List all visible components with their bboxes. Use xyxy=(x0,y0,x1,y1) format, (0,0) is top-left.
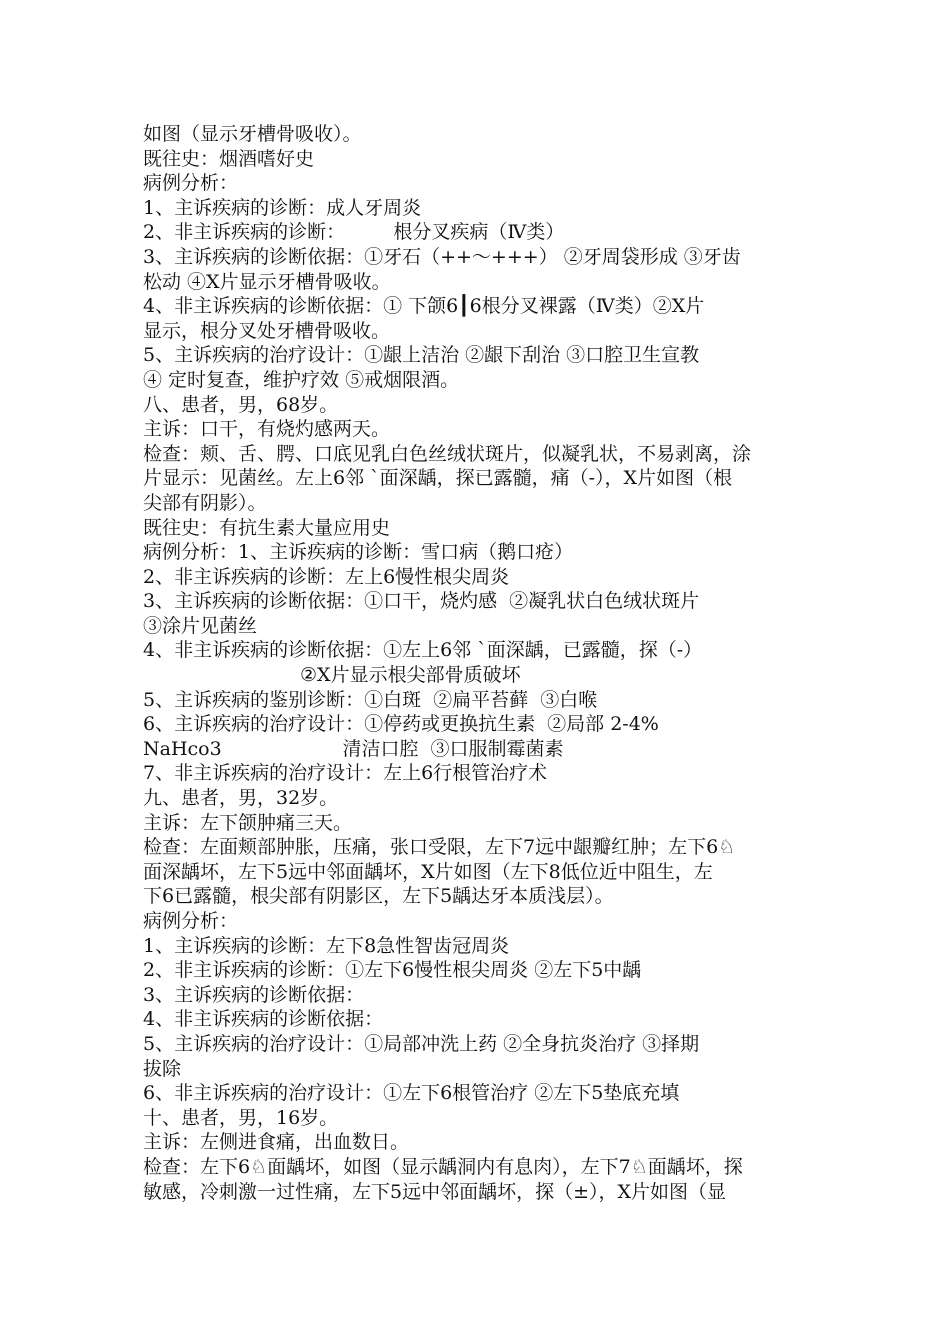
text-line: 5、主诉疾病的治疗设计：①龈上洁治 ②龈下刮治 ③口腔卫生宣教 xyxy=(143,344,700,367)
text-line: 下6已露髓，根尖部有阴影区，左下5龋达牙本质浅层）。 xyxy=(143,885,614,908)
text-line: 既往史：有抗生素大量应用史 xyxy=(143,516,391,539)
text-line: 检查：左面颊部肿胀，压痛，张口受限，左下7远中龈瓣红肿；左下6♘ xyxy=(143,836,736,859)
text-line: 主诉：口干，有烧灼感两天。 xyxy=(143,418,391,441)
text-line: 2、非主诉疾病的诊断：①左下6慢性根尖周炎 ②左下5中龋 xyxy=(143,959,642,982)
text-line: ②X片显示根尖部骨质破坏 xyxy=(143,664,521,687)
text-line: 松动 ④X片显示牙槽骨吸收。 xyxy=(143,270,391,293)
text-line: 病例分析：1、主诉疾病的诊断：雪口病（鹅口疮） xyxy=(143,541,574,564)
text-line: 拔除 xyxy=(143,1057,182,1080)
text-line: 6、主诉疾病的治疗设计：①停药或更换抗生素 ②局部 2-4% xyxy=(143,713,659,736)
text-line: 如图（显示牙槽骨吸收）。 xyxy=(143,123,362,145)
text-line: 主诉：左侧进食痛，出血数日。 xyxy=(143,1131,410,1154)
text-line: 6、非主诉疾病的治疗设计：①左下6根管治疗 ②左下5垫底充填 xyxy=(143,1082,680,1105)
text-line: 主诉：左下颌肿痛三天。 xyxy=(143,811,353,834)
text-line: 5、主诉疾病的鉴别诊断：①白斑 ②扁平苔藓 ③白喉 xyxy=(143,688,598,711)
text-line: 既往史：烟酒嗜好史 xyxy=(143,147,315,170)
text-line: 九、患者，男，32岁。 xyxy=(143,787,339,810)
text-line: 检查：颊、舌、腭、口底见乳白色丝绒状斑片，似凝乳状，不易剥离，涂 xyxy=(143,442,752,465)
text-line: 4、非主诉疾病的诊断依据： xyxy=(143,1008,384,1031)
text-line: NaHco3 清洁口腔 ③口服制霉菌素 xyxy=(143,737,564,760)
text-line: 3、主诉疾病的诊断依据：①牙石（++～+++） ②牙周袋形成 ③牙齿 xyxy=(143,245,741,268)
text-line: ③涂片见菌丝 xyxy=(143,614,258,637)
text-line: 病例分析： xyxy=(143,172,239,195)
document-body xyxy=(143,122,815,1204)
text-line: 显示，根分叉处牙槽骨吸收。 xyxy=(143,319,391,342)
text-line: 尖部有阴影）。 xyxy=(143,491,267,514)
text-line: 病例分析： xyxy=(143,910,239,932)
text-line: 5、主诉疾病的治疗设计：①局部冲洗上药 ②全身抗炎治疗 ③择期 xyxy=(143,1032,700,1055)
text-line: 7、非主诉疾病的治疗设计：左上6行根管治疗术 xyxy=(143,762,548,785)
text-line: 4、非主诉疾病的诊断依据：① 下颌6┃6根分叉裸露（Ⅳ类）②X片 xyxy=(143,295,705,318)
text-line: 敏感，冷刺激一过性痛，左下5远中邻面龋坏，探（±），X片如图（显 xyxy=(143,1180,727,1203)
text-line: 4、非主诉疾病的诊断依据：①左上6邻 `面深龋，已露髓，探（-） xyxy=(143,639,703,662)
text-line: 十、患者，男，16岁。 xyxy=(143,1106,339,1129)
text-line: 2、非主诉疾病的诊断： 根分叉疾病（Ⅳ类） xyxy=(143,221,565,244)
text-line: 3、主诉疾病的诊断依据：①口干，烧灼感 ②凝乳状白色绒状斑片 xyxy=(143,590,700,613)
text-line: 2、非主诉疾病的诊断：左上6慢性根尖周炎 xyxy=(143,565,510,588)
text-line: 3、主诉疾病的诊断依据： xyxy=(143,983,365,1006)
text-line: 1、主诉疾病的诊断：成人牙周炎 xyxy=(143,196,422,219)
text-line: 八、患者，男，68岁。 xyxy=(143,393,339,416)
text-line: ④ 定时复查，维护疗效 ⑤戒烟限酒。 xyxy=(143,368,460,391)
text-line: 片显示：见菌丝。左上6邻 `面深龋，探已露髓，痛（-），X片如图（根 xyxy=(143,467,733,490)
text-line: 1、主诉疾病的诊断：左下8急性智齿冠周炎 xyxy=(143,934,510,957)
text-line: 面深龋坏，左下5远中邻面龋坏，X片如图（左下8低位近中阻生，左 xyxy=(143,860,713,883)
text-line: 检查：左下6♘面龋坏，如图（显示龋洞内有息肉），左下7♘面龋坏，探 xyxy=(143,1155,743,1178)
